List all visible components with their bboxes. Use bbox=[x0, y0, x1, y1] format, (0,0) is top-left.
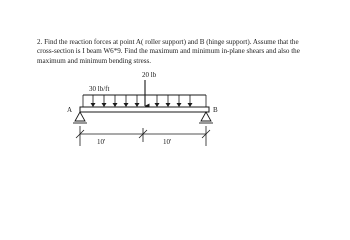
support-a-label: A bbox=[67, 106, 73, 114]
beam bbox=[80, 107, 209, 112]
problem-statement: 2. Find the reaction forces at point A( roller support) and B (hinge support). Assume that the cross-section is I beam W6*9. Find the maximum and minimum in-plane shears and also the maximum and minimum bending stress. bbox=[37, 38, 300, 65]
support-b-label: B bbox=[213, 106, 218, 114]
support-a bbox=[73, 112, 87, 123]
distributed-load-label: 30 lb/ft bbox=[89, 85, 110, 93]
support-b bbox=[199, 112, 213, 123]
point-load-label: 20 lb bbox=[142, 71, 157, 79]
right-span-label: 10' bbox=[163, 138, 172, 146]
left-span-label: 10' bbox=[97, 138, 106, 146]
